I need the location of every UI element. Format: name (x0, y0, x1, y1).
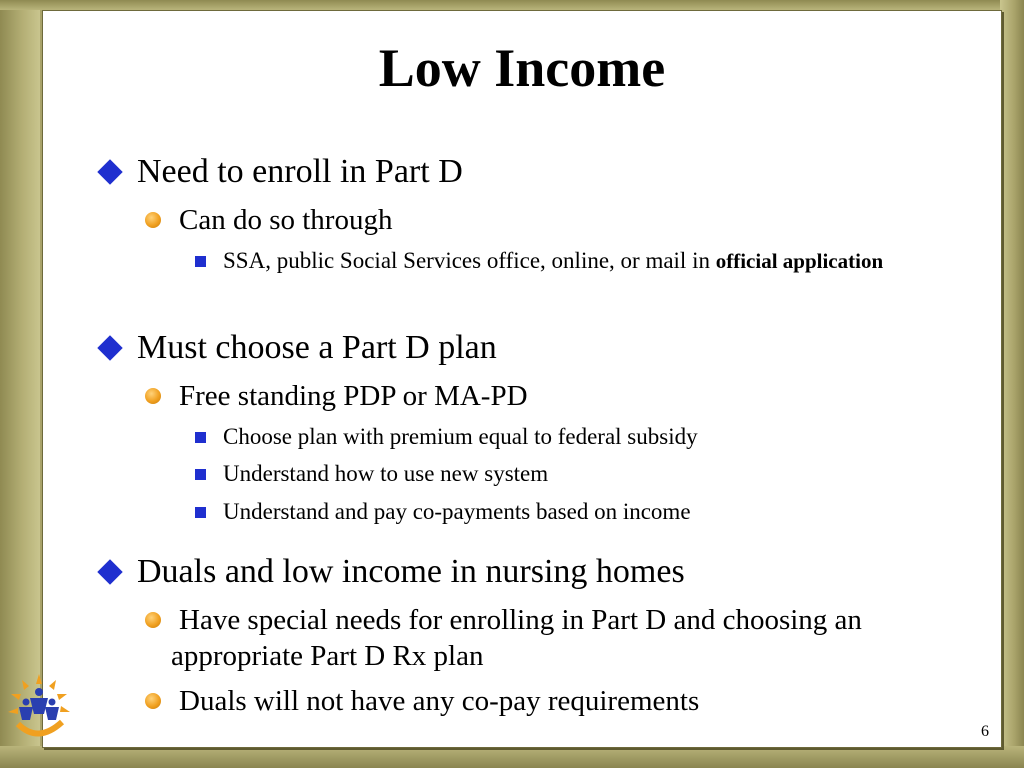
frame-top (0, 0, 1024, 10)
bullet-level3-bold-text: official application (715, 249, 884, 273)
bullet-level1: Duals and low income in nursing homes (137, 553, 685, 590)
bullet-level2: Can do so through (179, 204, 393, 236)
bullet-level2: Have special needs for enrolling in Part D and choosing an appropriate Part D Rx plan (171, 604, 862, 672)
bullet-level2: Free standing PDP or MA-PD (179, 380, 528, 412)
frame-right (1000, 0, 1024, 768)
bullet-level3 (223, 247, 943, 275)
bullet-level1: Must choose a Part D plan (137, 329, 497, 366)
diamond-bullet-icon (97, 335, 122, 360)
bullet-level3: Choose plan with premium equal to federal subsidy (223, 424, 698, 449)
diamond-bullet-icon (97, 159, 122, 184)
square-bullet-icon (195, 507, 206, 518)
square-bullet-icon (195, 469, 206, 480)
diamond-bullet-icon (97, 559, 122, 584)
page-number: 6 (981, 723, 989, 740)
frame-bottom (0, 746, 1024, 768)
bullet-level1: Need to enroll in Part D (137, 153, 463, 190)
square-bullet-icon (195, 432, 206, 443)
bullet-level3: Understand how to use new system (223, 461, 549, 486)
circle-bullet-icon (145, 693, 161, 709)
frame-left (0, 0, 40, 768)
bullet-level3-text: SSA, public Social Services office, online, or mail in (223, 248, 716, 273)
bullet-level2: Duals will not have any co-pay requirements (179, 685, 700, 717)
hhs-logo-icon (4, 668, 74, 753)
circle-bullet-icon (145, 212, 161, 228)
square-bullet-icon (195, 256, 206, 267)
bullet-level3: Understand and pay co-payments based on income (223, 499, 691, 524)
circle-bullet-icon (145, 612, 161, 628)
circle-bullet-icon (145, 388, 161, 404)
slide-title: Low Income (378, 38, 666, 98)
slide (42, 10, 1002, 748)
